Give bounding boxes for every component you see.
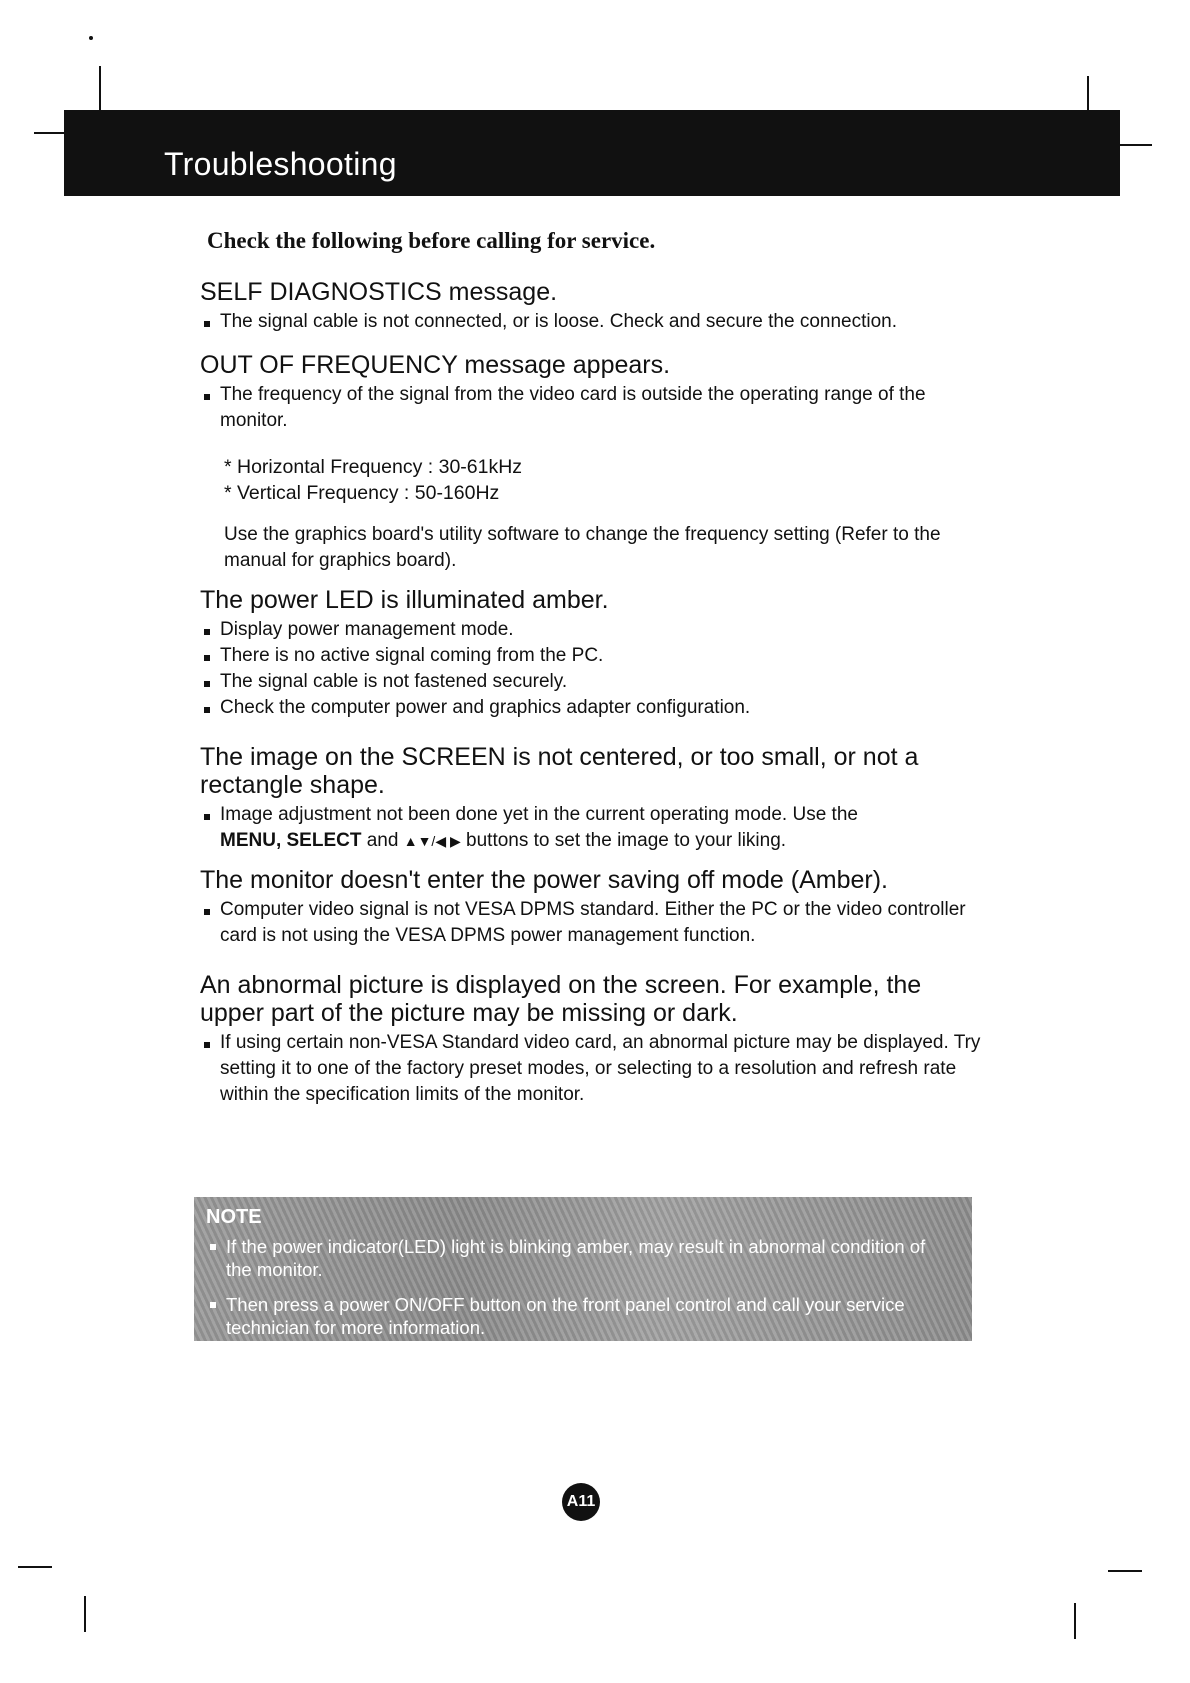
- frequency-advice: Use the graphics board's utility software to change the frequency setting (Refer to the manual for graphics board).: [224, 524, 941, 571]
- section-heading: The image on the SCREEN is not centered, or too small, or not a rectangle shape.: [200, 743, 919, 799]
- horizontal-frequency: * Horizontal Frequency : 30-61kHz: [224, 456, 523, 478]
- list-item: Computer video signal is not VESA DPMS standard. Either the PC or the video controller card is not using the VESA DPMS power management function.: [200, 897, 990, 949]
- crop-mark: [34, 132, 64, 134]
- section-heading: SELF DIAGNOSTICS message.: [200, 278, 558, 306]
- list-item: [200, 802, 990, 854]
- page-title: Troubleshooting: [164, 146, 397, 182]
- note-item: Then press a power ON/OFF button on the front panel control and call your service technician for more information.: [210, 1293, 955, 1339]
- bullet-text: Image adjustment not been done yet in the current operating mode. Use the: [220, 804, 858, 825]
- crop-mark: [1120, 144, 1152, 146]
- list-item: Display power management mode.: [200, 617, 990, 643]
- list-item: There is no active signal coming from the PC.: [200, 643, 990, 669]
- section-heading: OUT OF FREQUENCY message appears.: [200, 351, 671, 379]
- list-item: If using certain non-VESA Standard video card, an abnormal picture may be displayed. Try setting it to one of the factory preset modes, or selecting to a resolution and refresh rate within the specification limits of the monitor.: [200, 1030, 990, 1108]
- section-out-of-frequency: [200, 351, 990, 574]
- section-image-not-centered: [200, 743, 990, 854]
- section-power-led: [200, 586, 990, 721]
- section-abnormal-picture: [200, 971, 990, 1108]
- crop-mark: [1074, 1603, 1076, 1639]
- note-item: If the power indicator(LED) light is blinking amber, may result in abnormal condition of the monitor.: [210, 1235, 955, 1281]
- bullet-text: and: [366, 830, 399, 851]
- crop-dot: [89, 36, 93, 40]
- list-item: Check the computer power and graphics adapter configuration.: [200, 695, 990, 721]
- troubleshooting-content: [200, 278, 990, 1120]
- section-heading: The monitor doesn't enter the power saving off mode (Amber).: [200, 866, 888, 894]
- note-title: NOTE: [206, 1206, 262, 1228]
- crop-mark: [84, 1596, 86, 1632]
- crop-mark: [1087, 76, 1089, 112]
- arrow-buttons-icon: ▲▼/◀ ▶: [403, 833, 461, 849]
- section-power-saving: [200, 866, 990, 949]
- page-number: A11: [562, 1483, 600, 1521]
- section-self-diagnostics: [200, 278, 990, 335]
- intro-text: Check the following before calling for service.: [207, 228, 656, 253]
- bullet-text: buttons to set the image to your liking.: [466, 830, 787, 851]
- crop-mark: [18, 1566, 52, 1568]
- section-heading: The power LED is illuminated amber.: [200, 586, 609, 614]
- crop-mark: [1108, 1570, 1142, 1572]
- list-item: The signal cable is not fastened securely.: [200, 669, 990, 695]
- section-heading: An abnormal picture is displayed on the screen. For example, the upper part of the picture may be missing or dark.: [200, 971, 922, 1027]
- menu-select-keys: MENU, SELECT: [220, 830, 362, 851]
- frequency-specs: [224, 454, 990, 506]
- list-item: The signal cable is not connected, or is loose. Check and secure the connection.: [200, 309, 990, 335]
- header-bar: [64, 110, 1120, 196]
- crop-mark: [99, 66, 101, 112]
- vertical-frequency: * Vertical Frequency : 50-160Hz: [224, 482, 500, 504]
- list-item: The frequency of the signal from the video card is outside the operating range of the monitor.: [200, 382, 990, 434]
- note-box: [194, 1197, 972, 1341]
